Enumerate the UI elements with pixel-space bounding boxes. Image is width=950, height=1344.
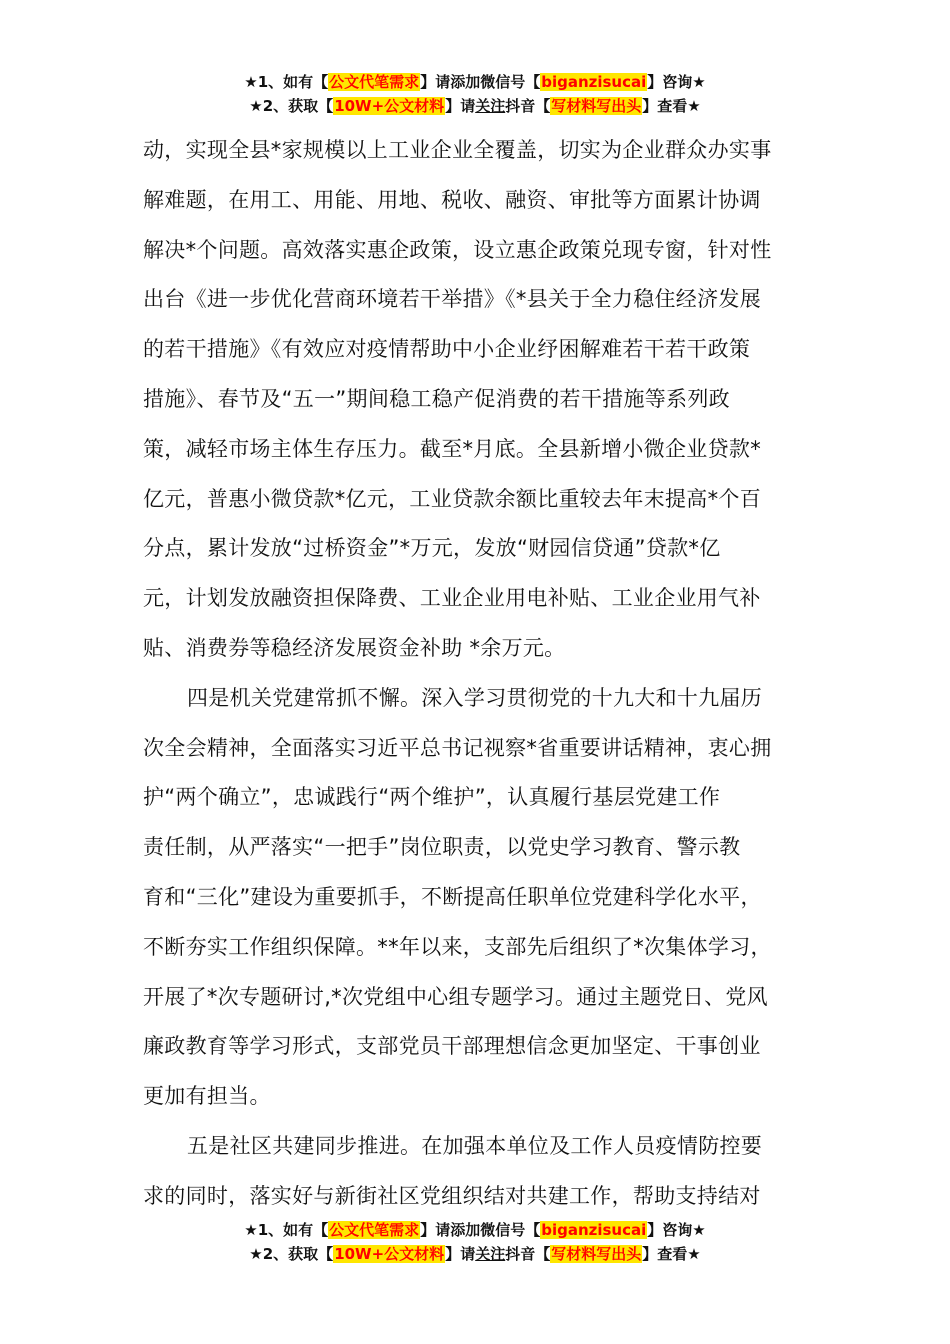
header-banner-line-1 bbox=[0, 70, 950, 94]
text-line: 分点，累计发放“过桥资金”*万元，发放“财园信贷通”贷款*亿 bbox=[143, 536, 721, 561]
banner-highlight: 公文代笔需求 bbox=[329, 1221, 420, 1239]
document-body bbox=[143, 126, 835, 1222]
banner-text: ★1、如有【 bbox=[244, 73, 329, 91]
text-line: 五是社区共建同步推进。在加强本单位及工作人员疫情防控要 bbox=[187, 1133, 763, 1158]
banner-underlined-text: 关注 bbox=[475, 97, 506, 115]
header-banner-line-2 bbox=[0, 94, 950, 118]
wechat-id-highlight: biganzisucai bbox=[541, 73, 647, 91]
banner-highlight: 10W+公文材料 bbox=[334, 97, 445, 115]
banner-text: 】请 bbox=[445, 1245, 476, 1263]
footer-banner bbox=[0, 1218, 950, 1266]
text-line: 廉政教育等学习形式，支部党员干部理想信念更加坚定、干事创业 bbox=[143, 1034, 761, 1059]
text-line: 不断夯实工作组织保障。**年以来，支部先后组织了*次集体学习， bbox=[143, 934, 772, 959]
banner-underlined-text: 关注 bbox=[475, 1245, 506, 1263]
banner-text: 】查看★ bbox=[642, 1245, 701, 1263]
douyin-account-highlight: 写材料写出头 bbox=[551, 1245, 642, 1263]
text-line: 亿元，普惠小微贷款*亿元，工业贷款余额比重较去年末提高*个百 bbox=[143, 486, 761, 511]
text-line: 动，实现全县*家规模以上工业企业全覆盖，切实为企业群众办实事 bbox=[143, 138, 772, 162]
text-line: 策，减轻市场主体生存压力。截至*月底。全县新增小微企业贷款* bbox=[143, 436, 761, 461]
text-line: 出台《进一步优化营商环境若干举措》《*县关于全力稳住经济发展 bbox=[143, 287, 761, 312]
text-line: 护“两个确立”，忠诚践行“两个维护”，认真履行基层党建工作 bbox=[143, 785, 721, 810]
text-line: 求的同时，落实好与新街社区党组织结对共建工作，帮助支持结对 bbox=[143, 1183, 761, 1208]
text-line: 元，计划发放融资担保降费、工业企业用电补贴、工业企业用气补 bbox=[143, 586, 761, 611]
text-line: 措施》、春节及“五一”期间稳工稳产促消费的若干措施等系列政 bbox=[143, 386, 730, 411]
paragraph-3 bbox=[143, 1122, 835, 1222]
banner-text: 抖音【 bbox=[505, 97, 551, 115]
banner-highlight: 10W+公文材料 bbox=[334, 1245, 445, 1263]
banner-text: 】请添加微信号【 bbox=[420, 73, 541, 91]
text-line: 开展了*次专题研讨,*次党组中心组专题学习。通过主题党日、党风 bbox=[143, 984, 768, 1009]
header-banner bbox=[0, 70, 950, 118]
footer-banner-line-2 bbox=[0, 1242, 950, 1266]
banner-text: 抖音【 bbox=[505, 1245, 551, 1263]
banner-text: ★2、获取【 bbox=[249, 97, 334, 115]
banner-text: 】请 bbox=[445, 97, 476, 115]
text-line: 育和“三化”建设为重要抓手，不断提高任职单位党建科学化水平， bbox=[143, 884, 762, 909]
text-line: 次全会精神，全面落实习近平总书记视察*省重要讲话精神，衷心拥 bbox=[143, 735, 772, 760]
paragraph-2 bbox=[143, 674, 835, 1122]
banner-text: 】咨询★ bbox=[647, 73, 706, 91]
douyin-account-highlight: 写材料写出头 bbox=[551, 97, 642, 115]
banner-text: 】咨询★ bbox=[647, 1221, 706, 1239]
paragraph-1 bbox=[143, 126, 835, 674]
banner-text: 】查看★ bbox=[642, 97, 701, 115]
text-line: 四是机关党建常抓不懈。深入学习贯彻党的十九大和十九届历 bbox=[187, 685, 763, 710]
footer-banner-line-1 bbox=[0, 1218, 950, 1242]
banner-text: ★2、获取【 bbox=[249, 1245, 334, 1263]
banner-text: 】请添加微信号【 bbox=[420, 1221, 541, 1239]
banner-text: ★1、如有【 bbox=[244, 1221, 329, 1239]
text-line: 责任制，从严落实“一把手”岗位职责，以党史学习教育、警示教 bbox=[143, 835, 741, 860]
text-line: 更加有担当。 bbox=[143, 1084, 271, 1109]
text-line: 解难题，在用工、用能、用地、税收、融资、审批等方面累计协调 bbox=[143, 187, 761, 212]
text-line: 的若干措施》《有效应对疫情帮助中小企业纾困解难若干若干政策 bbox=[143, 337, 751, 362]
banner-highlight: 公文代笔需求 bbox=[329, 73, 420, 91]
text-line: 解决*个问题。高效落实惠企政策，设立惠企政策兑现专窗，针对性 bbox=[143, 237, 772, 262]
text-line: 贴、消费券等稳经济发展资金补助 *余万元。 bbox=[143, 635, 566, 660]
wechat-id-highlight: biganzisucai bbox=[541, 1221, 647, 1239]
